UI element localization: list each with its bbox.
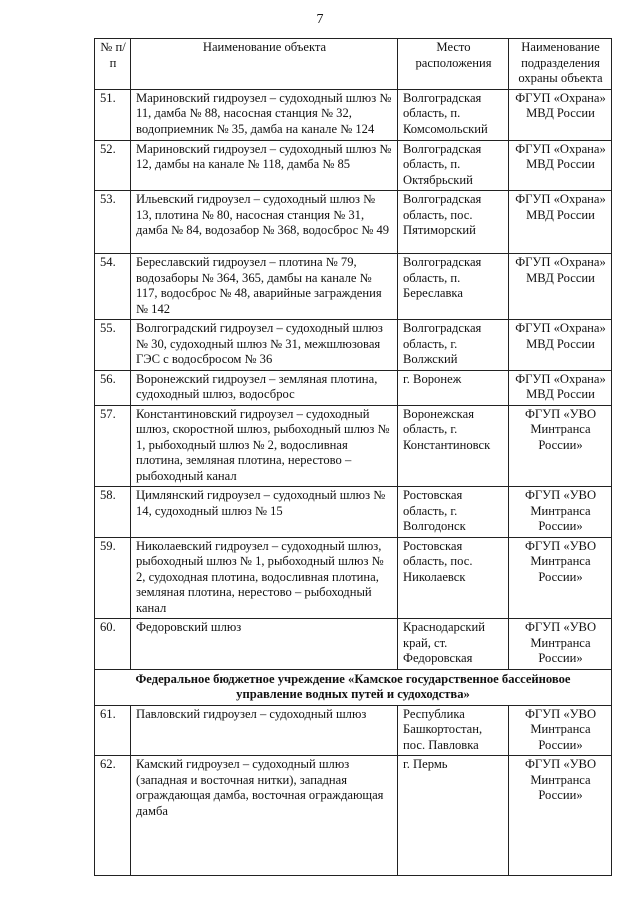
col-header-name: Наименование объекта xyxy=(131,39,398,90)
row-num: 58. xyxy=(95,487,131,538)
row-security-unit: ФГУП «УВО Минтранса России» xyxy=(509,405,612,487)
row-security-unit: ФГУП «Охрана» МВД России xyxy=(509,140,612,191)
row-num: 54. xyxy=(95,254,131,320)
row-security-unit: ФГУП «Охрана» МВД России xyxy=(509,254,612,320)
table-body-2 xyxy=(95,705,612,876)
row-num: 55. xyxy=(95,320,131,371)
row-security-unit: ФГУП «УВО Минтранса России» xyxy=(509,705,612,756)
row-security-unit: ФГУП «Охрана» МВД России xyxy=(509,370,612,405)
row-location: г. Воронеж xyxy=(398,370,509,405)
table-row xyxy=(95,705,612,756)
row-location: Волгоградская область, п. Береславка xyxy=(398,254,509,320)
table-row xyxy=(95,254,612,320)
row-object-name: Береславский гидроузел – плотина № 79, водозаборы № 364, 365, дамбы на канале № 117, водосброс № 48, аварийные заграждения № 142 xyxy=(131,254,398,320)
table-row xyxy=(95,619,612,670)
row-location: Волгоградская область, п. Октябрьский xyxy=(398,140,509,191)
row-security-unit: ФГУП «УВО Минтранса России» xyxy=(509,756,612,876)
row-num: 60. xyxy=(95,619,131,670)
table-body xyxy=(95,89,612,669)
row-num: 51. xyxy=(95,89,131,140)
row-object-name: Павловский гидроузел – судоходный шлюз xyxy=(131,705,398,756)
section-header-row xyxy=(95,669,612,705)
row-security-unit: ФГУП «УВО Минтранса России» xyxy=(509,537,612,619)
table-row xyxy=(95,191,612,254)
objects-table xyxy=(94,38,612,876)
row-num: 61. xyxy=(95,705,131,756)
row-location: Воронежская область, г. Константиновск xyxy=(398,405,509,487)
col-header-place: Место расположения xyxy=(398,39,509,90)
row-num: 53. xyxy=(95,191,131,254)
row-num: 62. xyxy=(95,756,131,876)
section-header: Федеральное бюджетное учреждение «Камское государственное бассейновое управление водных путей и судоходства» xyxy=(95,669,612,705)
row-location: Ростовская область, г. Волгодонск xyxy=(398,487,509,538)
row-security-unit: ФГУП «Охрана» МВД России xyxy=(509,191,612,254)
table-row xyxy=(95,320,612,371)
row-location: Волгоградская область, пос. Пятиморский xyxy=(398,191,509,254)
table-row xyxy=(95,405,612,487)
table-row xyxy=(95,89,612,140)
row-security-unit: ФГУП «УВО Минтранса России» xyxy=(509,619,612,670)
row-object-name: Мариновский гидроузел – судоходный шлюз № 11, дамба № 88, насосная станция № 32, водоприемник № 35, дамба на канале № 124 xyxy=(131,89,398,140)
row-security-unit: ФГУП «Охрана» МВД России xyxy=(509,89,612,140)
row-security-unit: ФГУП «УВО Минтранса России» xyxy=(509,487,612,538)
row-object-name: Воронежский гидроузел – земляная плотина, судоходный шлюз, водосброс xyxy=(131,370,398,405)
table-row xyxy=(95,140,612,191)
row-location: Волгоградская область, г. Волжский xyxy=(398,320,509,371)
table-row xyxy=(95,370,612,405)
table-row xyxy=(95,487,612,538)
row-num: 57. xyxy=(95,405,131,487)
table-row xyxy=(95,537,612,619)
row-location: Краснодарский край, ст. Федоровская xyxy=(398,619,509,670)
row-object-name: Мариновский гидроузел – судоходный шлюз № 12, дамбы на канале № 118, дамба № 85 xyxy=(131,140,398,191)
row-object-name: Николаевский гидроузел – судоходный шлюз, рыбоходный шлюз № 1, рыбоходный шлюз № 2, судоходная плотина, водосливная плотина, земляная плотина, нерестово – рыбоходный канал xyxy=(131,537,398,619)
row-object-name: Ильевский гидроузел – судоходный шлюз № 13, плотина № 80, насосная станция № 31, дамба № 84, водозабор № 368, водосброс № 49 xyxy=(131,191,398,254)
col-header-org: Наименование подразделения охраны объекта xyxy=(509,39,612,90)
row-object-name: Волгоградский гидроузел – судоходный шлюз № 30, судоходный шлюз № 31, межшлюзовая ГЭС с водосбросом № 36 xyxy=(131,320,398,371)
row-location: г. Пермь xyxy=(398,756,509,876)
row-num: 52. xyxy=(95,140,131,191)
page-number: 7 xyxy=(316,12,324,27)
row-object-name: Константиновский гидроузел – судоходный шлюз, скоростной шлюз, рыбоходный шлюз № 1, рыбоходный шлюз № 2, водосливная плотина, земляная плотина, нерестово – рыбоходный канал xyxy=(131,405,398,487)
row-num: 59. xyxy=(95,537,131,619)
table-row xyxy=(95,756,612,876)
table-header-row xyxy=(95,39,612,90)
col-header-num: № п/п xyxy=(95,39,131,90)
row-location: Ростовская область, пос. Николаевск xyxy=(398,537,509,619)
row-location: Волгоградская область, п. Комсомольский xyxy=(398,89,509,140)
row-num: 56. xyxy=(95,370,131,405)
row-object-name: Камский гидроузел – судоходный шлюз (западная и восточная нитки), западная ограждающая дамба, восточная ограждающая дамба xyxy=(131,756,398,876)
row-security-unit: ФГУП «Охрана» МВД России xyxy=(509,320,612,371)
row-location: Республика Башкортостан, пос. Павловка xyxy=(398,705,509,756)
row-object-name: Цимлянский гидроузел – судоходный шлюз № 14, судоходный шлюз № 15 xyxy=(131,487,398,538)
row-object-name: Федоровский шлюз xyxy=(131,619,398,670)
